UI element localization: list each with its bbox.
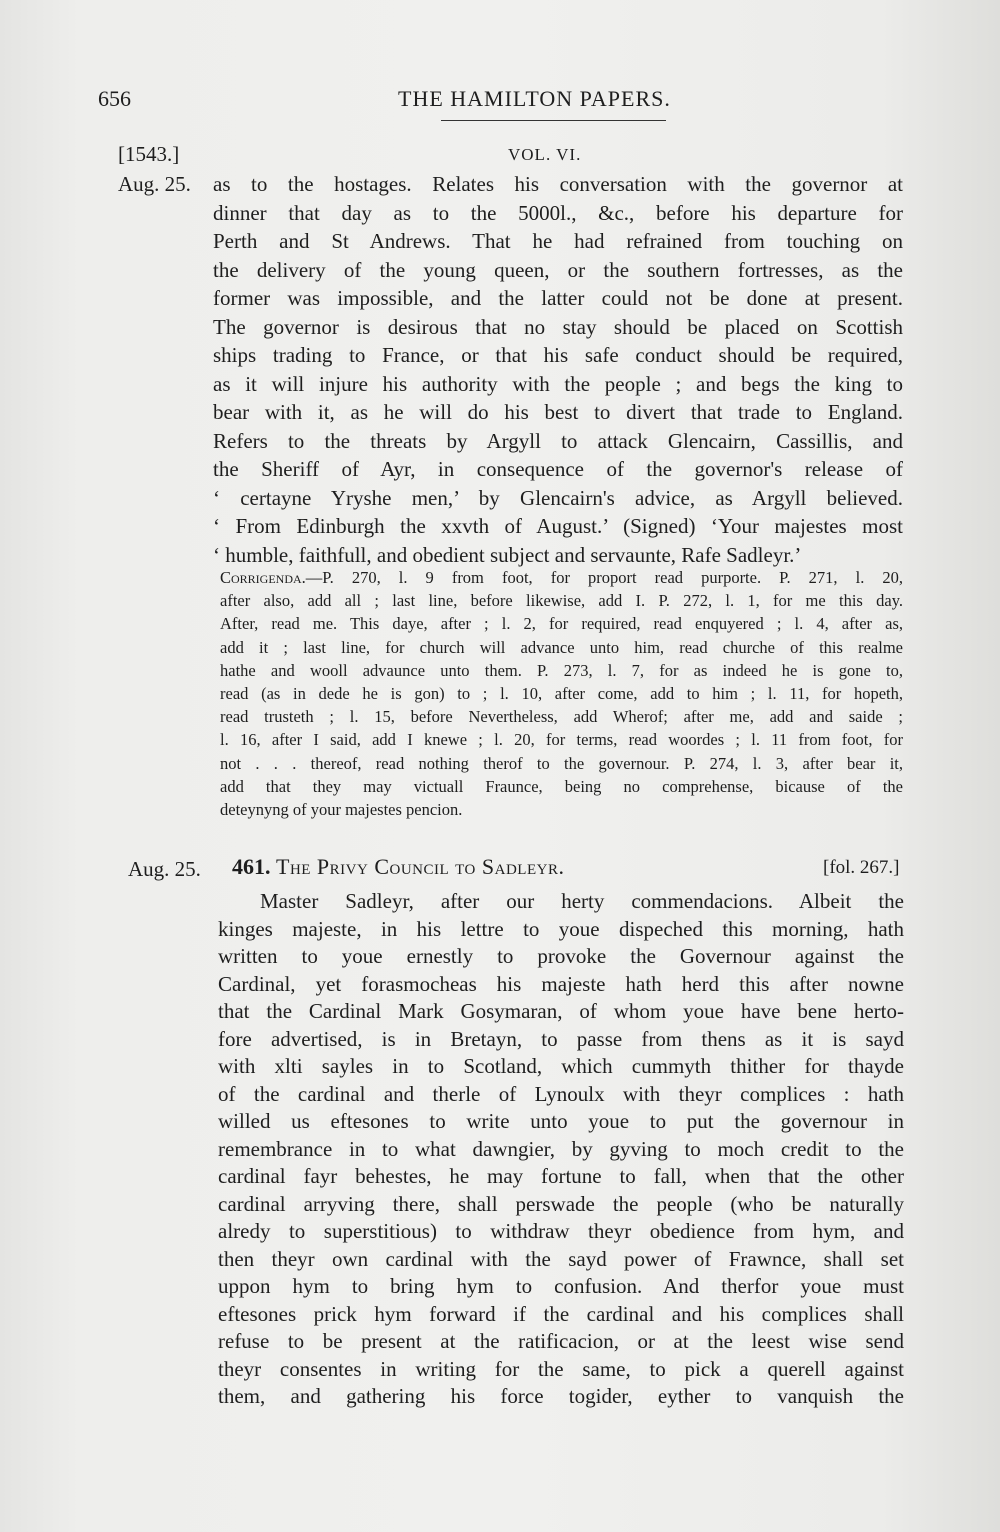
text-line: fore advertised, is in Bretayn, to passe from thens as it is sayd [218,1026,904,1051]
entry461-date: Aug. 25. [128,857,201,881]
text-line: cardinal arryving there, shall perswade the people (who be naturally [218,1191,904,1216]
text-line: not . . . thereof, read nothing therof to the governour. P. 274, l. 3, after bear it, [220,753,903,773]
text-line: with xlti sayles in to Scotland, which cummyth thither for thayde [218,1054,904,1078]
text-line: uppon hym to bring hym to confusion. And therfor youe must [218,1274,904,1298]
text-line: alredy to superstitious) to withdraw theyr obedience from hym, and [218,1219,904,1243]
text-line: willed us eftesones to write unto youe to put the governour in [218,1109,904,1133]
text-line: the Sheriff of Ayr, in consequence of the governor's release of [213,457,903,481]
text-line: Refers to the threats by Argyll to attack Glencairn, Cassillis, and [213,428,903,453]
text-line: of the cardinal and therle of Lynoulx with theyr complices : hath [218,1081,904,1106]
corrigenda-label: Corrigenda. [220,568,306,587]
letter1-date: Aug. 25. [118,172,191,196]
text-line: remembrance in to what dawngier, by gyving to moch credit to the [218,1136,904,1161]
corrigenda-first-line [220,566,903,589]
running-title: THE HAMILTON PAPERS. [398,86,671,111]
page-number: 656 [98,86,131,111]
folio-reference: [fol. 267.] [823,857,900,878]
text-line: hathe and wooll advaunce unto them. P. 273, l. 7, for as indeed he is gone to, [220,660,903,680]
text-line: as it will injure his authority with the people ; and begs the king to [213,371,903,396]
text-line: after also, add all ; last line, before likewise, add I. P. 272, l. 1, for me this day. [220,591,903,611]
text-line: read (as in dede he is gon) to ; l. 10, after come, add to him ; l. 11, for hopeth, [220,683,903,703]
text-line: them, and gathering his force togider, eyther to vanquish the [218,1384,904,1408]
text-line: theyr consentes in writing for the same, to pick a querell against [218,1356,904,1381]
text-line: add it ; last line, for church will advance unto him, read churche of this realme [220,637,903,657]
text-line: The governor is desirous that no stay should be placed on Scottish [213,314,903,339]
text-line: written to youe ernestly to provoke the Governour against the [218,944,904,968]
entry-heading [232,854,564,880]
entry-number: 461. [232,854,271,879]
text-line: —P. 270, l. 9 from foot, for proport read purporte. P. 271, l. 20, [305,568,903,587]
text-line: bear with it, as he will do his best to divert that trade to England. [213,400,903,424]
text-line: then theyr own cardinal with the sayd power of Frawnce, shall set [218,1246,904,1271]
text-line: dinner that day as to the 5000l., &c., before his departure for [213,200,903,225]
volume-label: VOL. VI. [508,145,582,164]
text-line: cardinal fayr behestes, he may fortune to fall, when that the other [218,1164,904,1188]
text-line: the delivery of the young queen, or the southern fortresses, as the [213,257,903,282]
text-line: ‘ humble, faithfull, and obedient subject and servaunte, Rafe Sadleyr.’ [213,542,802,567]
text-line: Master Sadleyr, after our herty commendacions. Albeit the [260,889,904,913]
text-line: eftesones prick hym forward if the cardinal and his complices shall [218,1301,904,1326]
entry-title: The Privy Council to Sadleyr. [276,854,565,879]
text-line: ‘ From Edinburgh the xxvth of August.’ (Signed) ‘Your majestes most [213,514,903,538]
text-line: former was impossible, and the latter could not be done at present. [213,286,903,310]
text-line: that the Cardinal Mark Gosymaran, of whom youe have bene herto- [218,999,904,1023]
text-line: refuse to be present at the ratificacion, or at the leest wise send [218,1329,904,1353]
text-line: Cardinal, yet forasmocheas his majeste hath herd this after nowne [218,971,904,996]
text-line: ‘ certayne Yryshe men,’ by Glencairn's advice, as Argyll believed. [213,485,903,510]
letter1-paragraph [213,170,903,569]
text-line: kinges majeste, in his lettre to youe dispeched this morning, hath [218,916,904,941]
year-margin: [1543.] [118,142,180,166]
entry461-paragraph [218,888,904,1411]
text-line: read trusteth ; l. 15, before Nevertheless, add Wherof; after me, add and saide ; [220,707,903,727]
text-line: as to the hostages. Relates his conversation with the governor at [213,172,903,196]
text-line: deteynyng of your majestes pencion. [220,799,463,819]
text-line: Perth and St Andrews. That he had refrained from touching on [213,229,903,253]
text-line: add that they may victuall Fraunce, being no comprehense, bicause of the [220,776,903,796]
corrigenda-note [220,566,903,821]
text-line: After, read me. This daye, after ; l. 2, for required, read enquyered ; l. 4, after as, [220,614,903,634]
text-line: l. 16, after I said, add I knewe ; l. 20, for terms, read woordes ; l. 11 from foot, for [220,730,903,750]
text-line: ships trading to France, or that his safe conduct should be required, [213,343,903,367]
header-rule [441,120,666,121]
